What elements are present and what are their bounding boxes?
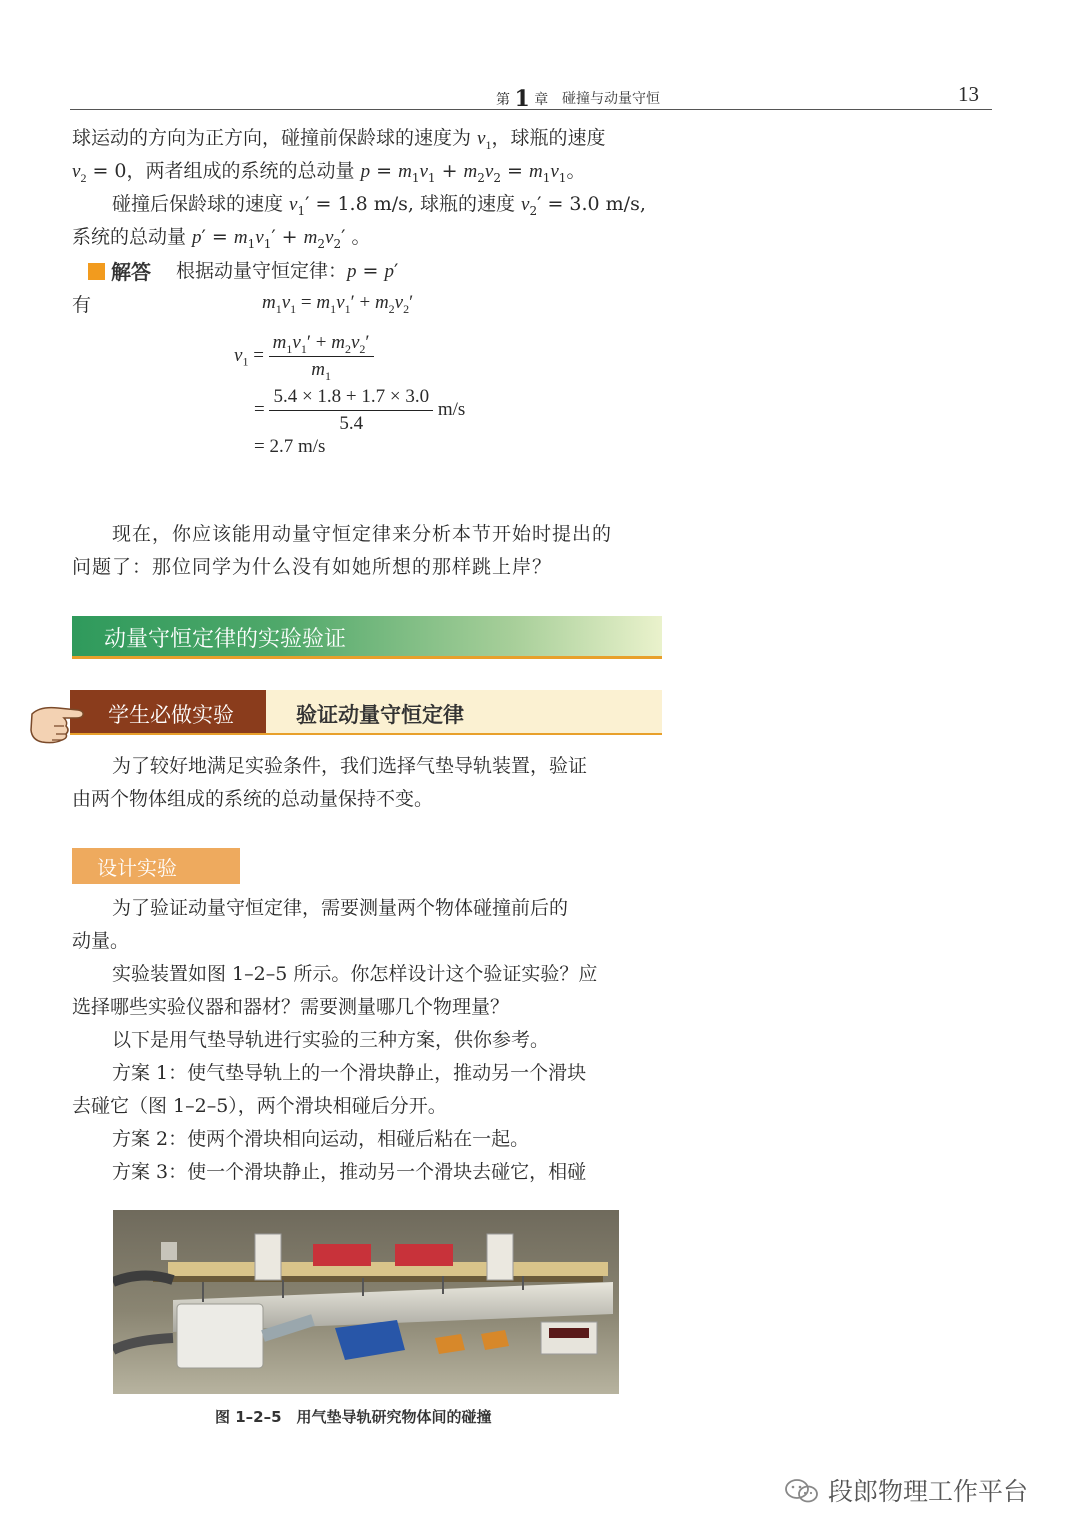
equation-momentum: $m_1v_1 = m_1v_1' + m_2v_2'$ — [262, 292, 414, 316]
header-rule — [70, 109, 992, 110]
pointing-hand-icon — [28, 700, 88, 746]
design-body: 为了验证动量守恒定律，需要测量两个物体碰撞前后的 动量。 实验装置如图 1–2–5 所示。你怎样设计这个验证实验？应 选择哪些实验仪器和器材？需要测量哪几个物理量？ 以下是用气垫导轨进行实验的三种方案，供你参考。 方案 1：使气垫导轨上的一个滑块静止，推动另一个滑块 去碰它（图 1–2–5），两个滑块相碰后分开。 方案 2：使两个滑块相向运动，相碰后粘在一起。 方案 3：使一个滑块静止，推动另一个滑块去碰它，相碰 — [72, 897, 598, 1183]
experiment-tag: 学生必做实验 — [108, 703, 234, 727]
experiment-intro: 为了较好地满足实验条件，我们选择气垫导轨装置，验证 由两个物体组成的系统的总动量保持不变。 — [72, 755, 588, 810]
paragraph-after-collision: 碰撞后保龄球的速度 $v_1' = 1.8$ m/s, 球瓶的速度 $v_2' = 3.0$ m/s, 系统的总动量 $p' = m_1v_1' + m_2v_2'$ 。 — [72, 193, 646, 251]
watermark — [784, 1472, 1028, 1510]
equation-result: = 2.7 m/s — [254, 436, 326, 457]
chapter-title: 碰撞与动量守恒 — [562, 91, 660, 107]
page-number: 13 — [958, 82, 979, 106]
section-title: 动量守恒定律的实验验证 — [104, 627, 347, 652]
figure-caption: 图 1–2–5 用气垫导轨研究物体间的碰撞 — [215, 1408, 492, 1426]
watermark-text: 段郎物理工作平台 — [827, 1477, 1028, 1506]
design-heading: 设计实验 — [97, 856, 177, 880]
solution-label: 解答 — [111, 260, 151, 284]
chapter-number: 1 — [514, 86, 530, 112]
wechat-icon — [784, 1478, 820, 1510]
solution-text: 根据动量守恒定律：p = p′ — [176, 260, 399, 282]
equation-substitute: = $\frac{5.4 \times 1.8 + 1.7 \times 3.0}{5.4}$ m/s — [254, 386, 466, 434]
question-paragraph: 现在，你应该能用动量守恒定律来分析本节开始时提出的 问题了：那位同学为什么没有如她所想的那样跳上岸？ — [72, 523, 613, 578]
equation-solve-v1: $v_1$ = $\frac{m_1v_1' + m_2v_2'}{m_1}$ — [234, 332, 374, 381]
have-label: 有 — [72, 294, 92, 316]
experiment-title: 验证动量守恒定律 — [296, 703, 464, 727]
paragraph-intro: 球运动的方向为正方向，碰撞前保龄球的速度为 $v_1$，球瓶的速度 $v_2 = 0$，两者组成的系统的总动量 $p = m_1v_1 + m_2v_2 = m_1v_1$。 — [72, 127, 606, 185]
chapter-label: 第 1 章 — [496, 86, 549, 112]
air-track-photo — [113, 1210, 619, 1394]
solution-marker — [88, 263, 105, 280]
experiment-underline — [70, 733, 662, 735]
